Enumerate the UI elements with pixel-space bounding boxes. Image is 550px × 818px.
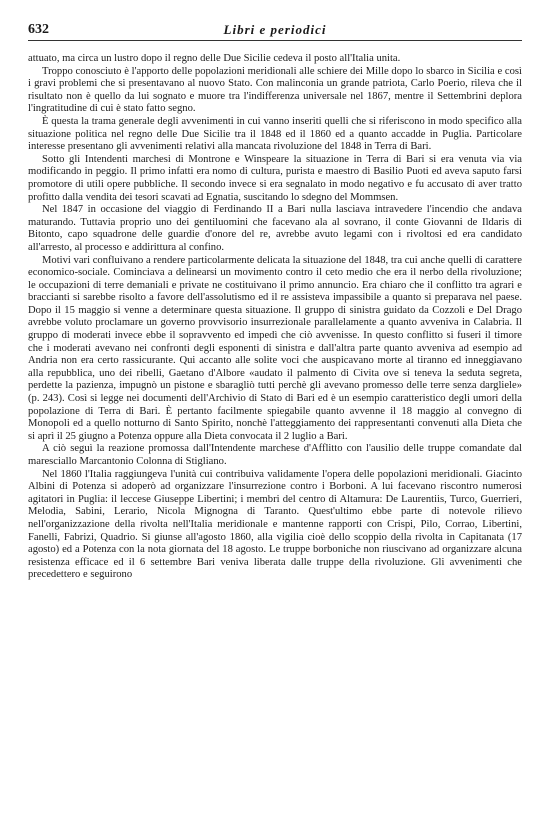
section-title: Libri e periodici [223, 22, 327, 37]
paragraph: È questa la trama generale degli avvenimenti in cui vanno inseriti quelli che si riferiscono in modo specifico alla situazione politica nel regno delle Due Sicilie tra il 1848 ed il 1860 ed a quanto accadde in Puglia. Particolare interesse presentano gli avvenimenti relativi alla mancata rivoluzione del 1848 in Terra di Bari. [28, 115, 522, 153]
paragraph: Motivi vari confluivano a rendere particolarmente delicata la situazione del 1848, tra cui anche quelli di carattere economico-sociale. Cominciava a delinearsi un movimento contro il ceto medio che era il nerbo della rivoluzione; le occupazioni di terre demaniali e private ne costituivano il primo annuncio. Era chiaro che il conflitto tra agrari e braccianti si sarebbe risolto a favore dell'assolutismo ed il re assisteva impassibile a quanto si preparava nel paese. Dopo il 15 maggio si venne a determinare questa situazione. Il gruppo di sinistra guidato da Cozzoli e Del Drago avrebbe voluto proclamare un governo provvisorio insurrezionale parallelamente a quanto avveniva in Calabria. Il gruppo di moderati invece ebbe il sopravvento ed impedì che ciò avvenisse. In questo conflitto si fuseri il timore che i moderati avevano nei confronti degli esponenti di sinistra e dall'altra parte quanto avveniva ad esempio ad Andria non era certo rassicurante. Qui accanto alle solite voci che auspicavano morte al tiranno ed inneggiavano alla repubblica, uno dei ribelli, Gaetano d'Albore «audato il palmento di Civita ove si teneva la seduta segreta, perdette la pazienza, impugnò un pistone e sbaragliò tutti perchè gli avevano promesso delle terre senza dargliele» (p. 243). Così si legge nei documenti dell'Archivio di Stato di Bari ed è un esempio caratteristico degli umori della popolazione di Terra di Bari. È pertanto facilmente spiegabile quanto avvenne il 18 maggio al convegno di Monopoli ed a quello notturno di Santo Spirito, nonchè l'atteggiamento dei rappresentanti convenuti alla Dieta che si aprì il 25 giugno a Potenza oppure alla Dieta convocata il 2 luglio a Bari. [28, 254, 522, 442]
page-number: 632 [28, 22, 49, 37]
journal-page [28, 22, 522, 582]
running-head [28, 22, 522, 41]
body-text [28, 53, 522, 582]
paragraph: attuato, ma circa un lustro dopo il regno delle Due Sicilie cedeva il posto all'Italia unita. [28, 53, 401, 64]
paragraph: Nel 1860 l'Italia raggiungeva l'unità cui contribuiva validamente l'opera delle popolazioni meridionali. Giacinto Albini di Potenza si adoperò ad organizzare l'insurrezione contro i Borboni. A lui facevano riscontro numerosi agitatori in Puglia: il leccese Giuseppe Libertini; i membri del centro di Altamura: De Laurentiis, Turco, Guerrieri, Melodia, Sabini, Lerario, Nicola Mignogna di Taranto. Quest'ultimo ebbe parte di notevole rilievo nell'organizzazione della rivolta nell'Italia meridionale e mantenne rapporti con Crispi, Pilo, Corrao, Libertini, Fanelli, Fabrizi, Quadrio. Si giunse all'agosto 1860, alla vigilia cioè dello scoppio della rivolta in Capitanata (17 agosto) ed a Potenza con la nota giornata del 18 agosto. Le truppe borboniche non riuscivano ad organizzare alcuna resistenza efficace ed il 6 settembre Bari veniva liberata dalle truppe della rivoluzione. Gli avvenimenti che precedettero e seguirono [28, 468, 522, 581]
paragraph: A ciò seguì la reazione promossa dall'Intendente marchese d'Afflitto con l'ausilio delle truppe comandate dal maresciallo Marcantonio Colonna di Stigliano. [28, 443, 522, 467]
paragraph: Sotto gli Intendenti marchesi di Montrone e Winspeare la situazione in Terra di Bari si era venuta via via modificando in peggio. Il primo infatti era nomo di cultura, purista e maestro di Basilio Puoti ed aveva saputo farsi promotore di utili opere pubbliche. Il secondo invece si era segnalato in modo negativo e fu accusato di aver tratto profitto dalla vendita dei tesori scavati ad Egnatia, suscitando lo sdegno del Mommsen. [28, 153, 522, 203]
paragraph: Troppo conosciuto è l'apporto delle popolazioni meridionali alle schiere dei Mille dopo lo sbarco in Sicilia e così i gravi problemi che si presentavano al nuovo Stato. Con malinconia un grande patriota, Carlo Poerio, rileva che il risultato non è quello da lui sognato e muore tra l'indifferenza universale nel 1867, mentre il Settembrini deplora l'ingratitudine di cui è stato fatto segno. [28, 65, 522, 115]
paragraph: Nel 1847 in occasione del viaggio di Ferdinando II a Bari nulla lasciava intravedere l'incendio che andava maturando. Tuttavia proprio uno dei gentiluomini che facevano ala al sovrano, il conte Giovanni de Ildaris di Bitonto, capo squadrone delle guardie d'onore del re, avrebbe avuto legami con i rivoltosi ed era candidato all'arresto, al processo e addirittura al confino. [28, 204, 522, 253]
